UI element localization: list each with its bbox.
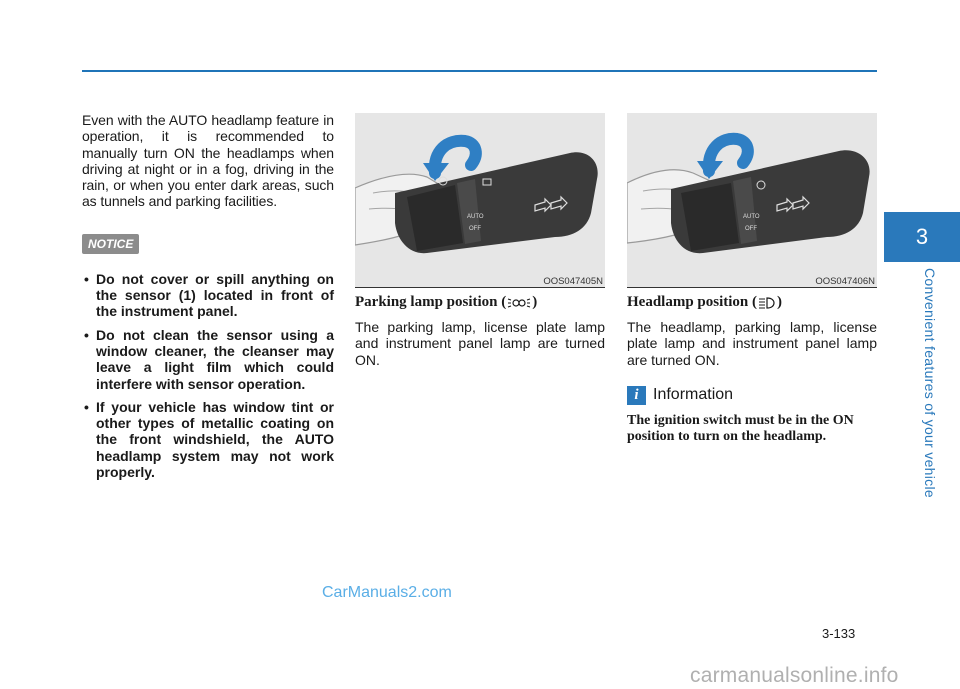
svg-text:AUTO: AUTO: [743, 214, 760, 220]
svg-text:OFF: OFF: [469, 226, 481, 232]
info-icon: i: [627, 386, 646, 405]
notice-list: [82, 271, 334, 481]
notice-item: • If your vehicle has window tint or other types of metallic coating on the front windshield, the AUTO headlamp system may not work properly.: [84, 398, 334, 481]
parking-lamp-section: [355, 294, 605, 368]
page-number: 3-133: [822, 626, 856, 641]
chapter-number: 3: [884, 212, 960, 262]
notice-item: • Do not cover or spill anything on the sensor (1) located in front of the instrument panel.: [84, 270, 334, 320]
parking-lamp-icon: [507, 296, 531, 310]
parking-lamp-description: The parking lamp, license plate lamp and instrument panel lamp are turned ON.: [355, 319, 605, 368]
parking-lamp-photo: [355, 113, 605, 288]
image-code: OOS047405N: [543, 276, 603, 287]
image-code: OOS047406N: [815, 276, 875, 287]
intro-paragraph: Even with the AUTO headlamp feature in operation, it is recommended to manually turn ON the headlamps when driving at night or in a fog, driving in the rain, or when you enter dark areas, such as tunnels and parking facilities.: [82, 112, 334, 210]
information-title: Information: [653, 386, 734, 404]
svg-text:AUTO: AUTO: [467, 214, 484, 220]
notice-item: • Do not clean the sensor using a window cleaner, the cleanser may leave a light film which could interfere with sensor operation.: [84, 326, 334, 392]
notice-badge: NOTICE: [82, 234, 139, 254]
headlamp-photo: [627, 113, 877, 288]
chapter-title: Convenient features of your vehicle: [922, 268, 938, 498]
chapter-tab[interactable]: [884, 212, 960, 689]
information-header: [627, 386, 877, 405]
headlamp-heading: Headlamp position ( ): [627, 294, 783, 310]
headlamp-icon: [758, 296, 776, 310]
watermark-link[interactable]: CarManuals2.com: [322, 584, 452, 601]
parking-lamp-heading: Parking lamp position ( ): [355, 294, 538, 310]
headlamp-description: The headlamp, parking lamp, license plate lamp and instrument panel lamp are turned ON.: [627, 319, 877, 368]
information-text: The ignition switch must be in the ON position to turn on the headlamp.: [627, 412, 854, 445]
svg-text:OFF: OFF: [745, 226, 757, 232]
left-column: [82, 112, 334, 487]
headlamp-section: [627, 294, 877, 446]
top-rule: [82, 70, 877, 72]
footer-url[interactable]: carmanualsonline.info: [690, 664, 899, 687]
